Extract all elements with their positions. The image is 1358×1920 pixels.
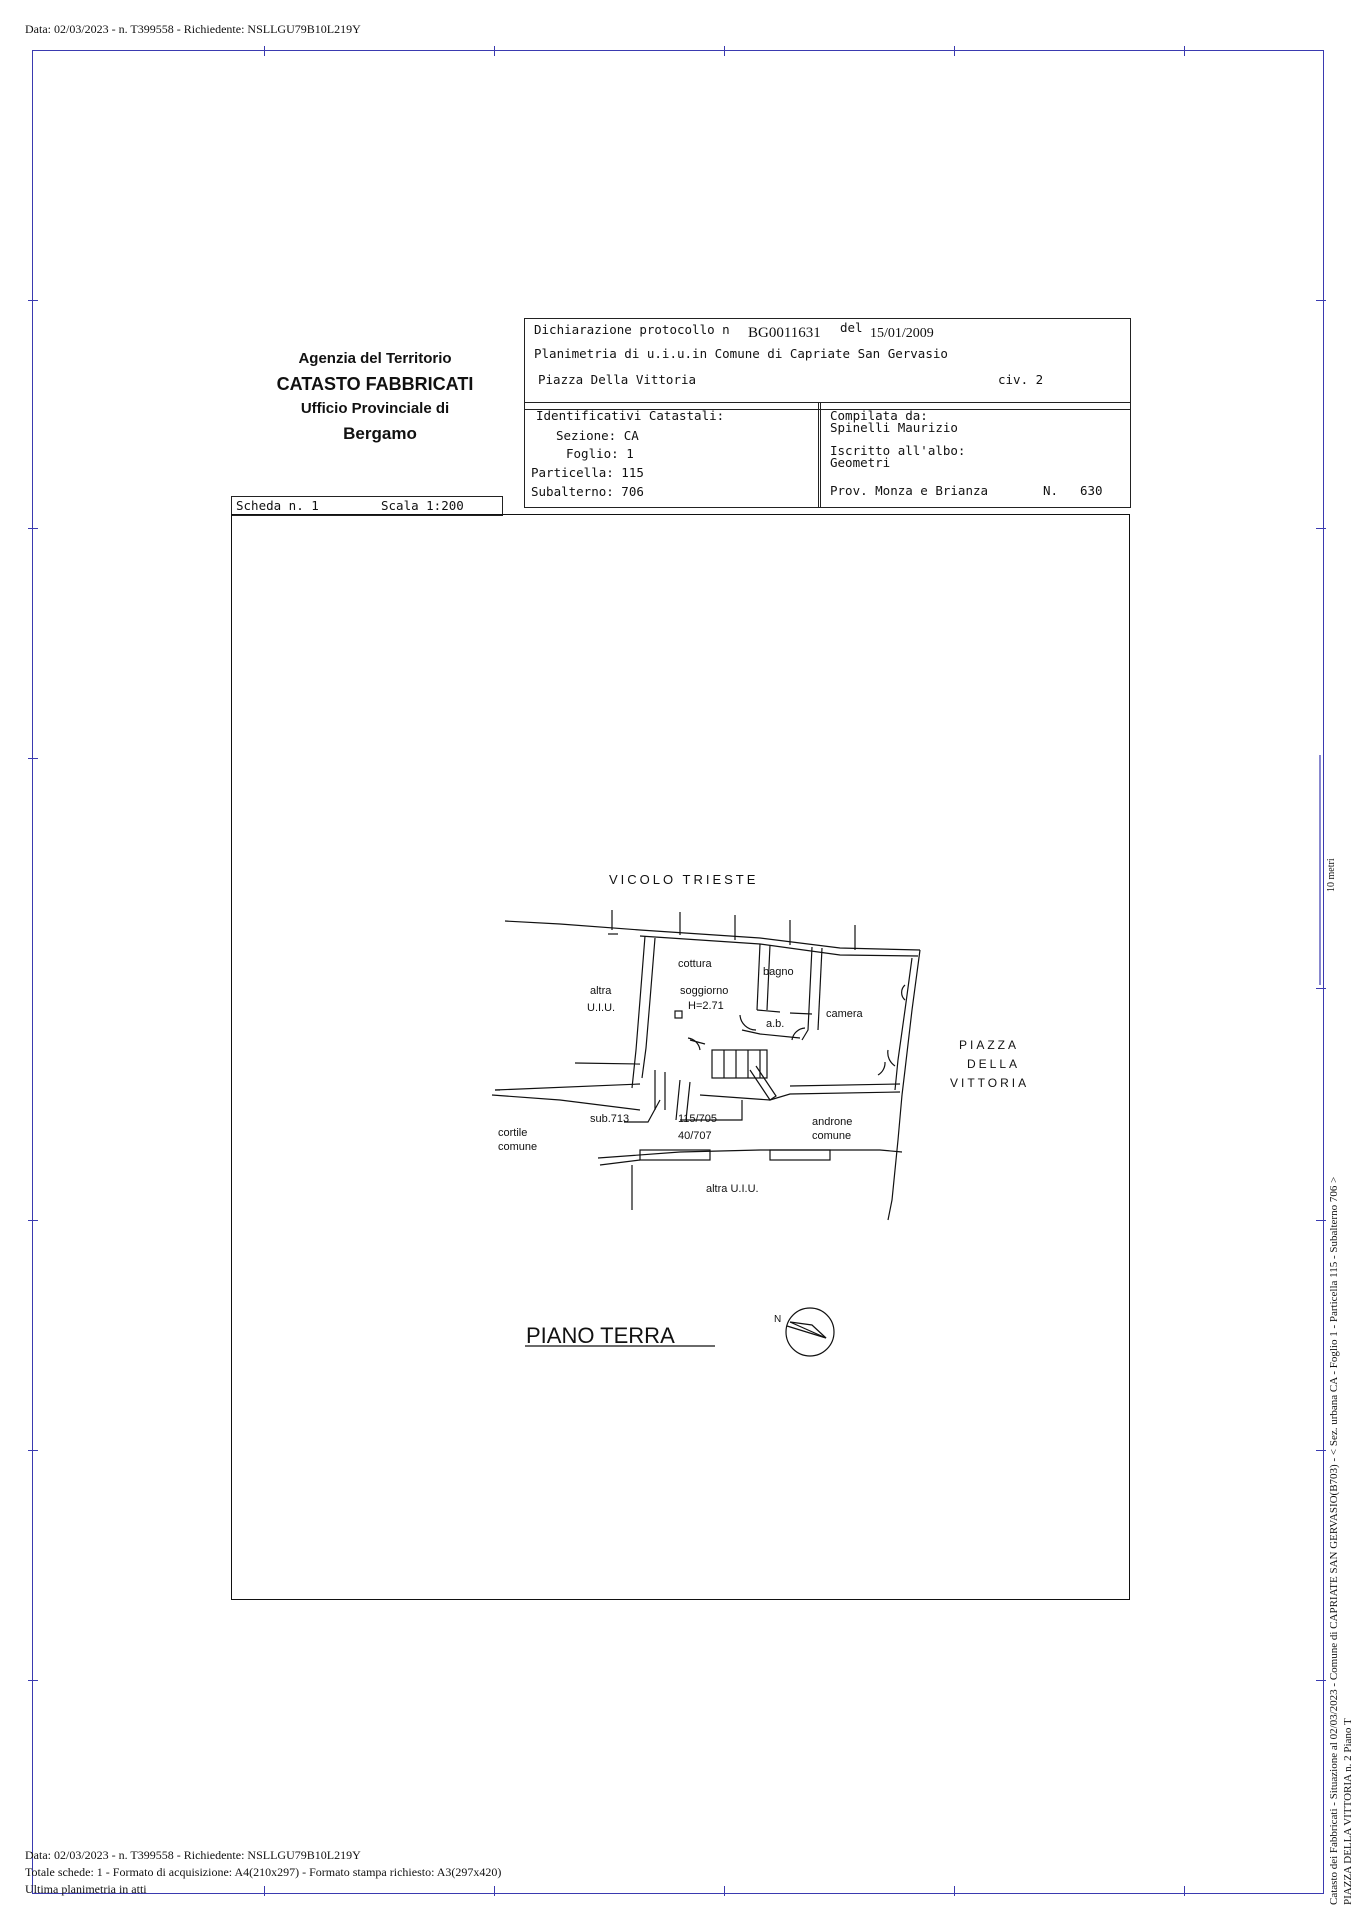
footer-line-3: Ultima planimetria in atti [25, 1882, 147, 1896]
cortile-label-2: comune [498, 1141, 538, 1153]
subalterno: Subalterno: 706 [531, 484, 644, 499]
identificativi-title: Identificativi Catastali: [536, 408, 725, 423]
compilata-label: Compilata da: [830, 408, 928, 423]
address-line: Piazza Della Vittoria [538, 372, 697, 387]
room-soggiorno: soggiorno [680, 985, 729, 997]
protocol-date: 15/01/2009 [870, 326, 934, 341]
compilata-name: Spinelli Maurizio [830, 420, 958, 435]
city-label: Bergamo [343, 424, 417, 443]
civ-label: civ. 2 [998, 372, 1044, 387]
planimetria-line: Planimetria di u.i.u.in Comune di Capriate San Gervasio [534, 346, 948, 361]
street-vicolo-trieste: VICOLO TRIESTE [609, 872, 759, 887]
piazza-line-3: VITTORIA [950, 1076, 1030, 1090]
scale-note: 10 metri [1326, 858, 1337, 892]
n-label: N. [1043, 483, 1059, 498]
protocol-label: Dichiarazione protocollo n [534, 322, 730, 337]
north-label: N [774, 1314, 782, 1325]
top-info-line: Data: 02/03/2023 - n. T399558 - Richiedente: NSLLGU79B10L219Y [25, 22, 361, 36]
piazza-line-1: PIAZZA [959, 1038, 1020, 1052]
room-camera: camera [826, 1008, 863, 1020]
piazza-line-2: DELLA [967, 1057, 1021, 1071]
sub-713-label: sub.713 [590, 1113, 630, 1125]
ufficio-label: Ufficio Provinciale di [300, 400, 450, 417]
catasto-title: CATASTO FABBRICATI [276, 374, 474, 394]
room-cottura: cottura [678, 958, 712, 970]
albo-value: Geometri [830, 455, 891, 470]
side-note-2: PIAZZA DELLA VITTORIA n. 2 Piano T [1342, 1718, 1354, 1905]
footer-line-2: Totale schede: 1 - Formato di acquisizione: A4(210x297) - Formato stampa richiesto: A3(297x420) [25, 1865, 502, 1879]
del-label: del [840, 320, 863, 335]
particella: Particella: 115 [531, 465, 644, 480]
altra-label-2: U.I.U. [587, 1002, 616, 1014]
side-note-1: Catasto dei Fabbricati - Situazione al 02/03/2023 - Comune di CAPRIATE SAN GERVASIO(B703) - < Sez. urbana CA - Foglio 1 - Particella 115 - Subalterno 706 > [1328, 1176, 1340, 1905]
altra-label-1: altra [590, 985, 612, 997]
floor-title: PIANO TERRA [526, 1323, 675, 1348]
iscritto-label: Iscritto all'albo: [830, 443, 966, 458]
foglio: Foglio: 1 [566, 446, 634, 461]
footer-line-1: Data: 02/03/2023 - n. T399558 - Richiedente: NSLLGU79B10L219Y [25, 1848, 361, 1862]
ref-40-707: 40/707 [678, 1130, 712, 1142]
sezione: Sezione: CA [556, 428, 639, 443]
room-height: H=2.71 [688, 1000, 724, 1012]
scheda-number: Scheda n. 1 [236, 498, 319, 513]
androne-label-1: androne [812, 1116, 853, 1128]
prov-label: Prov. Monza e Brianza [830, 483, 989, 498]
agency-name: Agenzia del Territorio [298, 350, 452, 367]
ref-115-705: 115/705 [678, 1113, 717, 1125]
androne-label-2: comune [812, 1130, 852, 1142]
room-ab: a.b. [766, 1018, 785, 1030]
altra-uiu-bottom: altra U.I.U. [706, 1183, 759, 1195]
scala-label: Scala 1:200 [381, 498, 464, 513]
cortile-label-1: cortile [498, 1127, 528, 1139]
protocol-number: BG0011631 [748, 325, 821, 341]
n-value: 630 [1080, 483, 1103, 498]
room-bagno: bagno [763, 966, 794, 978]
